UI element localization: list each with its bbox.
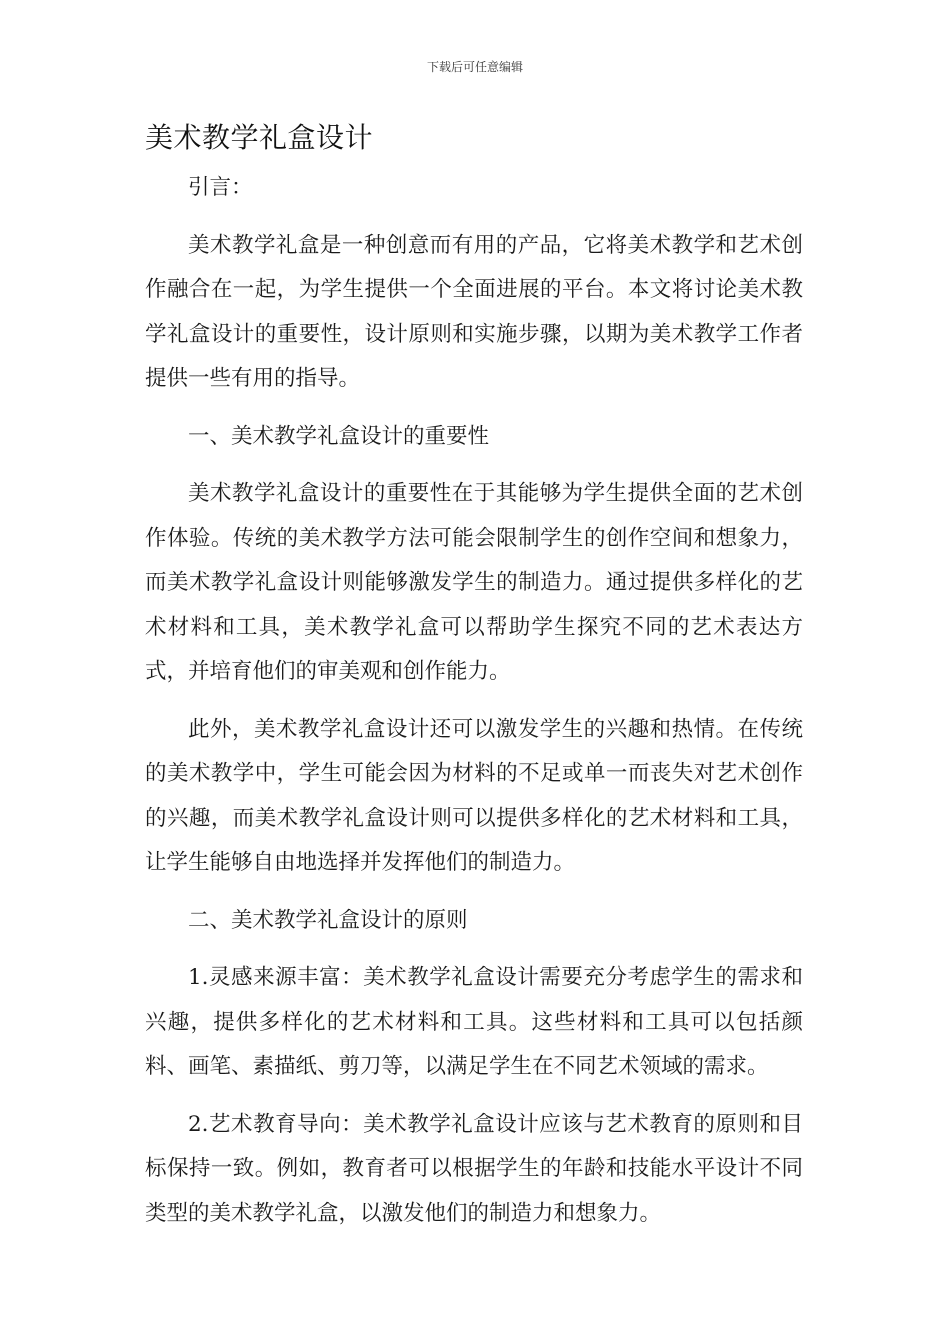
importance-paragraph-1: 美术教学礼盒设计的重要性在于其能够为学生提供全面的艺术创作体验。传统的美术教学方法可能会限制学生的创作空间和想象力，而美术教学礼盒设计则能够激发学生的制造力。通过提供多样化的艺术材料和工具，美术教学礼盒可以帮助学生探究不同的艺术表达方式，并培育他们的审美观和创作能力。 — [145, 481, 803, 684]
document-title: 美术教学礼盒设计 — [145, 121, 374, 154]
intro-label: 引言： — [188, 175, 253, 200]
header-note: 下载后可任意编辑 — [426, 60, 523, 74]
section-heading-importance: 一、美术教学礼盒设计的重要性 — [188, 423, 490, 449]
principle-2: 2.艺术教育导向：美术教学礼盒设计应该与艺术教育的原则和目标保持一致。例如，教育者可以根据学生的年龄和技能水平设计不同类型的美术教学礼盒，以激发他们的制造力和想象力。 — [145, 1111, 803, 1226]
document-body — [145, 166, 803, 1249]
principle-1: 1.灵感来源丰富：美术教学礼盒设计需要充分考虑学生的需求和兴趣，提供多样化的艺术材料和工具。这些材料和工具可以包括颜料、画笔、素描纸、剪刀等，以满足学生在不同艺术领域的需求。 — [145, 965, 803, 1079]
importance-paragraph-2: 此外，美术教学礼盒设计还可以激发学生的兴趣和热情。在传统的美术教学中，学生可能会因为材料的不足或单一而丧失对艺术创作的兴趣，而美术教学礼盒设计则可以提供多样化的艺术材料和工具，让学生能够自由地选择并发挥他们的制造力。 — [145, 716, 803, 875]
intro-paragraph: 美术教学礼盒是一种创意而有用的产品，它将美术教学和艺术创作融合在一起，为学生提供一个全面进展的平台。本文将讨论美术教学礼盒设计的重要性，设计原则和实施步骤，以期为美术教学工作者提供一些有用的指导。 — [145, 232, 803, 391]
section-heading-principles: 二、美术教学礼盒设计的原则 — [188, 907, 468, 933]
